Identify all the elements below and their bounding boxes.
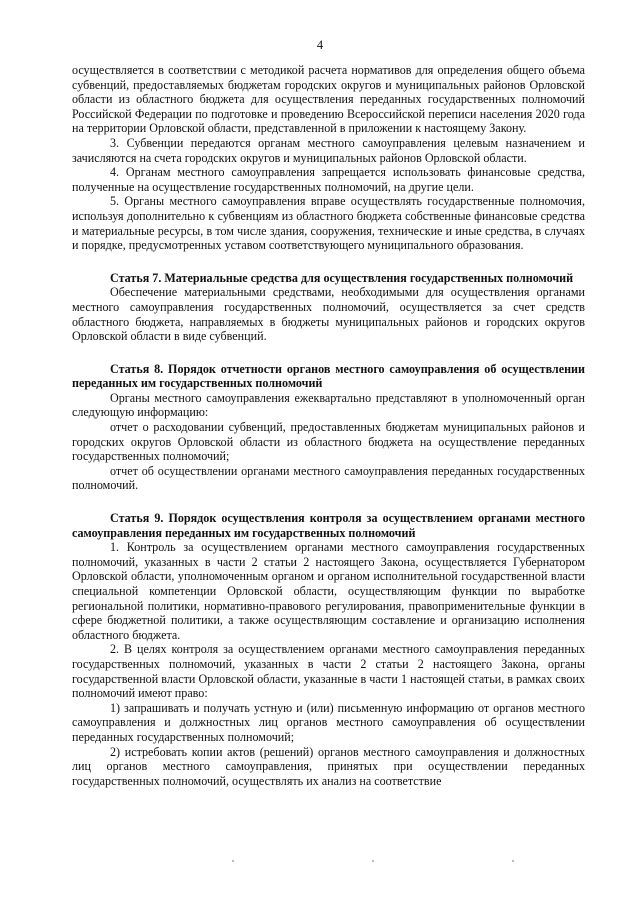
article-7-text: Обеспечение материальными средствами, необходимыми для осуществления органами местного самоуправления государственных полномочий, осуществляется за счет средств областного бюджета, направляемых в бюджеты муниципальных районов и городских округов Орловской области в виде субвенций. [72,285,585,344]
section-spacer [72,253,585,271]
section-spacer [72,344,585,362]
article-9-right-2: 2) истребовать копии актов (решений) органов местного самоуправления и должностных лиц органов местного самоуправления, принятых при осуществлении переданных государственных полномочий, осуществлять их анализ на соответствие [72,744,585,788]
article-9-part-2: 2. В целях контроля за осуществлением органами местного самоуправления переданных государственных полномочий, указанных в части 2 статьи 2 настоящего Закона, органы государственной власти Орловской области, указанные в части 1 настоящей статьи, в рамках своих полномочий имеют право: [72,642,585,701]
paragraph-item-3: 3. Субвенции передаются органам местного самоуправления целевым назначением и зачисляются на счета городских округов и муниципальных районов Орловской области. [72,135,585,165]
scan-speck [372,860,374,862]
page-number: 4 [316,38,324,52]
article-9-right-1: 1) запрашивать и получать устную и (или) письменную информацию от органов местного самоуправления и должностных лиц органов местного самоуправления об осуществлении переданных государственных полномочий; [72,700,585,744]
paragraph-continuation: осуществляется в соответствии с методикой расчета нормативов для определения общего объема субвенций, предоставляемых бюджетам городских округов и муниципальных районов Орловской области из областного бюджета для осуществления переданных государственных полномочий Российской Федерации по подготовке и проведению Всероссийской переписи населения 2020 года на территории Орловской области, представленной в приложении к настоящему Закону. [72,63,585,136]
article-8-report-1: отчет о расходовании субвенций, предоставленных бюджетам муниципальных районов и городских округов Орловской области из областного бюджета на осуществление переданных государственных полномочий; [72,420,585,464]
article-8-heading: Статья 8. Порядок отчетности органов местного самоуправления об осуществлении переданных им государственных полномочий [72,361,585,391]
scan-speck [512,860,514,862]
article-8-report-2: отчет об осуществлении органами местного самоуправления переданных государственных полномочий. [72,463,585,493]
paragraph-item-5: 5. Органы местного самоуправления вправе осуществлять государственные полномочия, используя дополнительно к субвенциям из областного бюджета собственные финансовые средства и материальные ресурсы, в том числе здания, сооружения, технические и иные средства, в случаях и порядке, предусмотренных уставом соответствующего муниципального образования. [72,194,585,253]
paragraph-item-4: 4. Органам местного самоуправления запрещается использовать финансовые средства, полученные на осуществление государственных полномочий, на другие цели. [72,165,585,194]
document-body [72,63,585,788]
article-9-heading: Статья 9. Порядок осуществления контроля за осуществлением органами местного самоуправления переданных им государственных полномочий [72,511,585,540]
scan-speck [232,860,234,862]
section-spacer [72,493,585,511]
article-8-intro: Органы местного самоуправления ежеквартально представляют в уполномоченный орган следующую информацию: [72,390,585,420]
article-7-heading: Статья 7. Материальные средства для осуществления государственных полномочий [110,270,574,285]
article-9-part-1: 1. Контроль за осуществлением органами местного самоуправления государственных полномочий, указанных в части 2 статьи 2 настоящего Закона, осуществляется Губернатором Орловской области, уполномоченным органом и органом исполнительной государственной власти специальной компетенции Орловской области, осуществляющим функции по выработке региональной политики, нормативно-правового регулирования, правоприменительные функции в сфере бюджетной политики, а также осуществляющим составление и организацию исполнения областного бюджета. [72,540,585,642]
